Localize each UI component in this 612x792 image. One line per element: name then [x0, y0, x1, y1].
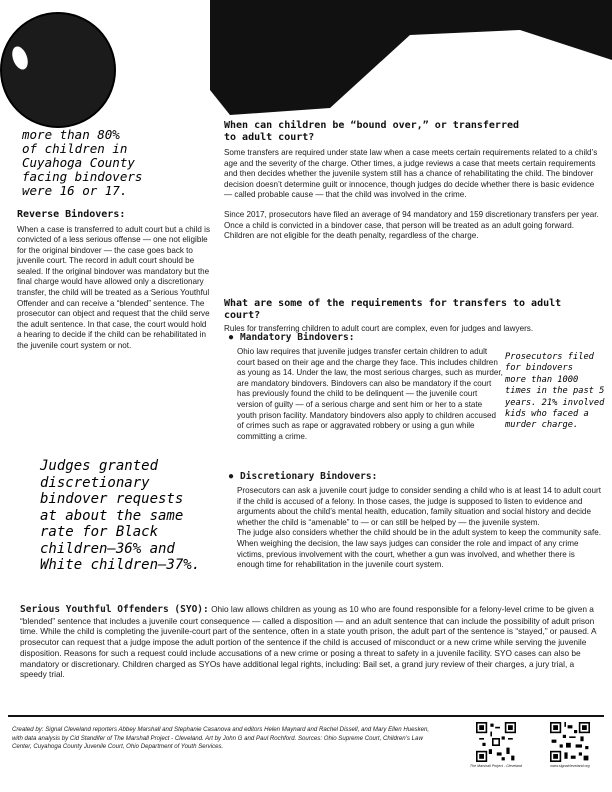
- discretionary-text-1: Prosecutors can ask a juvenile court judge to consider sending a child who is at least 14 to adult court if the child is accused of a felony. In those cases, the judge is supposed to listen to evidence and arguments about the child’s mental health, education, family situation and social history and decide whether the child is “amenable” to — or can still be helped by — the juvenile system.: [237, 486, 601, 527]
- requirements-intro: Rules for transferring children to adult court are complex, even for judges and lawyers.: [224, 324, 534, 333]
- qr-caption-left: The Marshall Project - Cleveland: [469, 764, 523, 768]
- note-line: Judges granted: [40, 458, 159, 474]
- syo-heading: Serious Youthful Offenders (SYO):: [20, 604, 209, 615]
- note-line: facing bindovers: [22, 169, 143, 184]
- mandatory-bindovers: [228, 327, 504, 442]
- bullet-icon: ●: [228, 471, 235, 482]
- handwritten-note-judges: [40, 458, 220, 574]
- qr-code-marshall-project[interactable]: [476, 722, 516, 762]
- qr-code-right-block: [538, 722, 602, 768]
- discretionary-bindovers: [228, 466, 602, 571]
- bound-over-section: [224, 120, 600, 242]
- credits-text: Created by: Signal Cleveland reporters Abbey Marshall and Stephanie Casanova and editors Helen Maynard and Rachel Dissell, and Mary Ellen Huesken, with data analysis by Cid Standifer of The Marshall Project - Cleveland. Art by John G and Paul Rochford. Sources: Ohio Supreme Court, Children’s Law Center, Cuyahoga County Juvenile Court, Ohio Department of Youth Services.: [12, 726, 430, 751]
- note-line: more than 1000: [505, 374, 579, 385]
- syo-text: Ohio law allows children as young as 10 who are found responsible for a felony-level crime to be given a “blended” sentence that includes a juvenile court consequence — called a disposition — and an adult sentence that can include the possibility of adult prison time. While the child is completing the juvenile-court part of the sentence, often in a state youth prison, the adult part of the sentence is “stayed,” or paused. A prosecutor can request that a judge impose the adult portion of the sentence if the child is accused of misconduct or a new crime while serving the juvenile disposition. Reasons for such a request could include accusations of a new crime or posing a threat to safety in a juvenile facility. SYO cases can also be mandatory or discretionary. Children charged as SYOs have additional legal rights, including: Bail set, a grand jury review of their charges, a jury trial, a speedy trial.: [20, 604, 597, 680]
- handwritten-note-age: [22, 128, 212, 198]
- note-line: for bindovers: [505, 363, 573, 374]
- bound-over-heading: When can children be “bound over,” or transferred to adult court?: [224, 120, 520, 143]
- note-line: White children—37%.: [40, 557, 201, 573]
- handwritten-note-prosecutors: [505, 352, 609, 432]
- note-line: Cuyahoga County: [22, 155, 135, 170]
- discretionary-text-2: The judge also considers whether the child should be in the adult system to keep the community safe. When weighing the decision, the law says judges can consider the role and impact of any crime victims, previous involvement with the court, whether a gun was involved, and whether there is enough time for rehabilitation in the juvenile court system.: [237, 528, 601, 570]
- note-line: children—36% and: [40, 540, 175, 557]
- note-line: of children in: [22, 141, 128, 156]
- qr-code-left-block: [466, 722, 526, 768]
- mandatory-bindovers-heading: [228, 327, 504, 345]
- note-line: bindover requests: [40, 491, 184, 507]
- qr-caption-right: www.signalcleveland.org: [550, 764, 590, 768]
- note-line: times in the past 5: [505, 386, 605, 397]
- note-line: kids who faced a: [505, 409, 589, 420]
- requirements-heading: What are some of the requirements for transfers to adult court?: [224, 298, 562, 321]
- credits: [12, 726, 432, 752]
- mandatory-text: Ohio law requires that juvenile judges transfer certain children to adult court based on their age and the charge they face. This includes children as young as 14. Under the law, the most serious charges, such as murder, are mandatory bindovers. Bindovers can also be mandatory if the court has previously found the child to be delinquent — the juvenile court version of guilty — of a serious charge and sent him or her to a state youth prison facility. Mandatory bindovers also apply to children accused of crimes such as rape or aggravated robbery or using a gun while committing a crime.: [237, 347, 503, 441]
- dark-circle-shape: [1, 13, 115, 127]
- note-line: rate for Black: [40, 524, 159, 540]
- reverse-bindovers-heading: Reverse Bindovers:: [17, 209, 126, 220]
- discretionary-title: Discretionary Bindovers:: [240, 471, 378, 482]
- note-line: years. 21% involved: [505, 397, 605, 408]
- note-line: Prosecutors filed: [505, 352, 594, 362]
- top-dark-band: [210, 0, 612, 115]
- syo-section: [20, 604, 598, 680]
- bound-over-para2: Since 2017, prosecutors have filed an average of 94 mandatory and 159 discretionary transfers per year. Once a child is convicted in a bindover case, that person will be treated as an adult going forward. Children are not eligible for the death penalty, regardless of the charge.: [224, 209, 599, 241]
- reverse-bindovers-section: [17, 209, 213, 352]
- syo-paragraph: [20, 604, 598, 680]
- qr-code-signal-cleveland[interactable]: [550, 722, 590, 762]
- note-line: more than 80%: [22, 127, 120, 142]
- note-line: were 16 or 17.: [22, 183, 128, 198]
- note-line: at about the same: [40, 507, 184, 524]
- bound-over-para1: Some transfers are required under state law when a case meets certain requirements related to a child’s age and the severity of the charge. Other times, a judge reviews a case that meets certain requirements and then decides whether the juvenile system still has a chance of rehabilitating the child. The bindover decision doesn’t determine guilt or innocence, though judges do decide whether there is basic evidence — called probable cause — that the child was involved in the crime.: [224, 148, 598, 200]
- reverse-bindovers-text: When a case is transferred to adult court but a child is convicted of a less serious offense — one not eligible for the original bindover — the case goes back to juvenile court. The record in adult court should be sealed. If the original bindover was mandatory but the final charge would have allowed only a discretionary transfer, the child will be treated as a Serious Youthful Offender and can receive a “blended” sentence. The prosecutor can object and request that the child serve the adult sentence. In that case, the court would hold a hearing to decide if the child can be rehabilitated in the juvenile court system or not.: [17, 224, 210, 351]
- note-line: murder charge.: [505, 420, 579, 431]
- discretionary-bindovers-heading: [228, 466, 602, 484]
- bullet-icon: ●: [228, 332, 235, 343]
- mandatory-title: Mandatory Bindovers:: [240, 332, 355, 343]
- note-line: discretionary: [40, 474, 150, 491]
